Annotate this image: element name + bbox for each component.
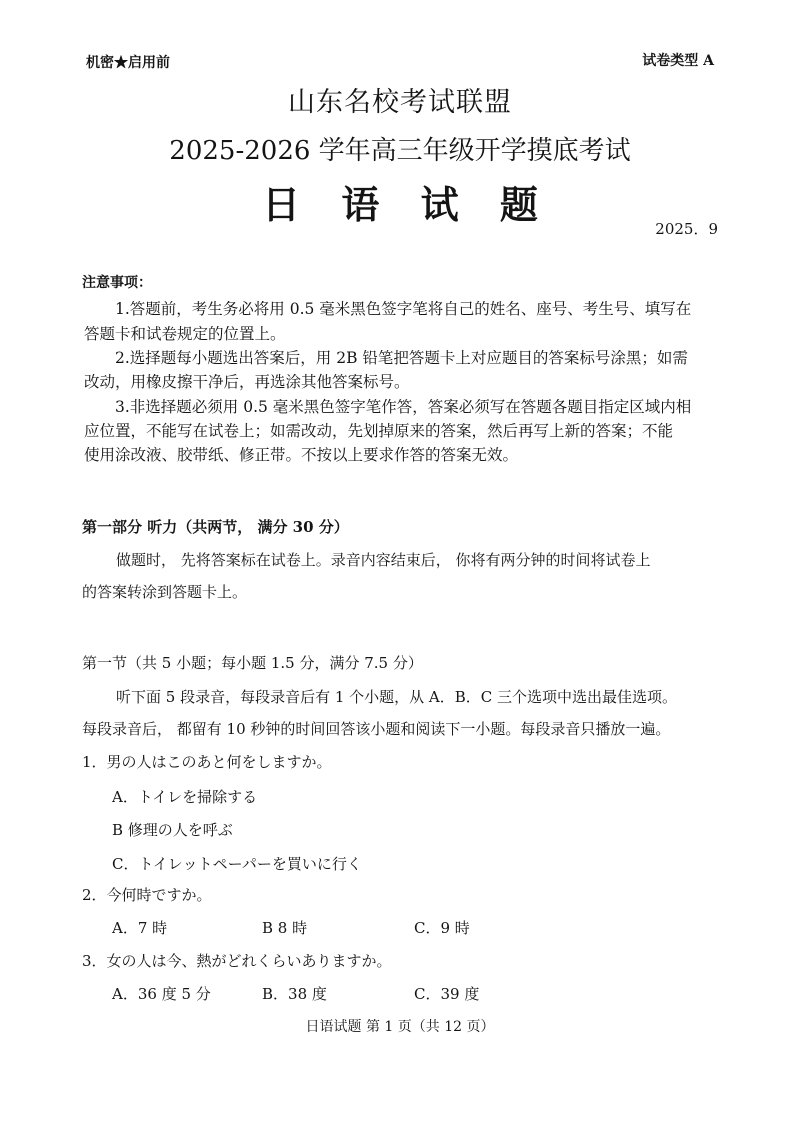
section1-instruction-cont: 每段录音后， 都留有 10 秒钟的时间回答该小题和阅读下一小题。每段录音只播放一遍。 [82,720,671,738]
exam-name-title: 2025-2026 学年高三年级开学摸底考试 [169,136,631,166]
notice-item-3-cont2: 使用涂改液、胶带纸、修正带。不按以上要求作答的答案无效。 [84,446,519,464]
question-3-option-a: A．36 度 5 分 [112,985,211,1003]
question-1-stem: 1．男の人はこのあと何をしますか。 [82,753,332,771]
section1-instruction: 听下面 5 段录音，每段录音后有 1 个小题，从 A．B．C 三个选项中选出最佳选项。 [116,688,678,706]
question-2-option-c: C．9 時 [414,919,470,937]
page-footer: 日语试题 第 1 页（共 12 页） [305,1019,495,1035]
section1-heading: 第一节（共 5 小题；每小题 1.5 分，满分 7.5 分） [82,654,423,672]
question-1-option-a: A．トイレを掃除する [112,788,258,806]
notice-item-2-cont: 改动，用橡皮擦干净后，再选涂其他答案标号。 [84,373,410,391]
part1-heading: 第一部分 听力（共两节， 满分 30 分） [82,518,349,536]
question-1-option-b: B 修理の人を呼ぶ [112,821,233,839]
exam-union-title: 山东名校考试联盟 [288,87,512,118]
paper-type-label: 试卷类型 A [642,53,714,69]
exam-date: 2025．9 [655,220,718,238]
question-1-option-c: C．トイレットペーパーを買いに行く [112,855,362,873]
question-2-stem: 2．今何時ですか。 [82,886,212,904]
part1-instruction: 做题时， 先将答案标在试卷上。录音内容结束后， 你将有两分钟的时间将试卷上 [116,551,651,569]
notice-item-2: 2.选择题每小题选出答案后，用 2B 铅笔把答题卡上对应题目的答案标号涂黑；如需 [115,349,688,367]
notice-item-3: 3.非选择题必须用 0.5 毫米黑色签字笔作答，答案必须写在答题各题目指定区域内相 [115,398,692,416]
question-2-option-a: A．7 時 [112,919,168,937]
notice-item-3-cont1: 应位置，不能写在试卷上；如需改动，先划掉原来的答案，然后再写上新的答案；不能 [84,422,674,440]
subject-title: 日 语 试 题 [262,182,552,227]
notice-heading: 注意事项： [82,275,152,291]
confidential-label: 机密★启用前 [86,55,170,71]
notice-item-1-cont: 答题卡和试卷规定的位置上。 [84,325,286,343]
part1-instruction-cont: 的答案转涂到答题卡上。 [82,583,248,601]
question-2-option-b: B 8 時 [262,919,308,937]
question-3-option-c: C．39 度 [414,985,480,1003]
question-3-stem: 3．女の人は今、熱がどれくらいありますか。 [82,952,392,970]
notice-item-1: 1.答题前，考生务必将用 0.5 毫米黑色签字笔将自己的姓名、座号、考生号、填写在 [115,300,692,318]
question-3-option-b: B．38 度 [262,985,327,1003]
